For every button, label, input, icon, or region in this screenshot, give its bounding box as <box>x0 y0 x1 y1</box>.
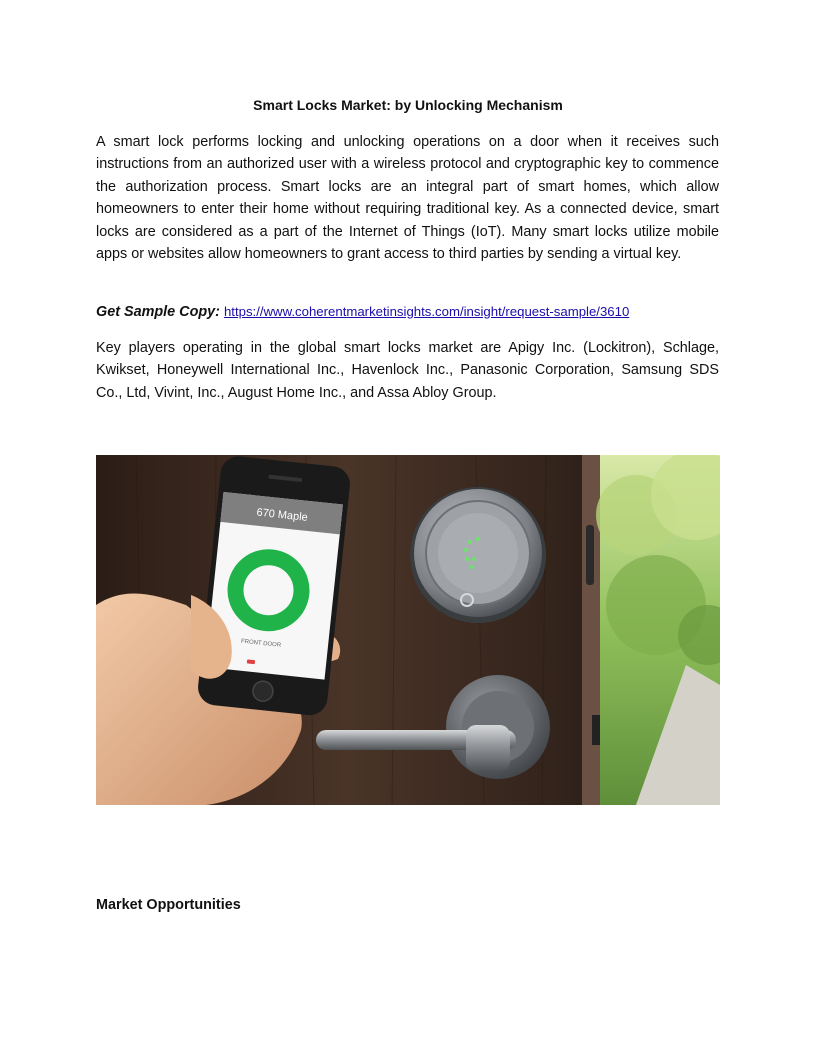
smart-lock-photo <box>96 455 720 805</box>
sample-copy-line <box>96 302 719 322</box>
sample-copy-link[interactable]: https://www.coherentmarketinsights.com/insight/request-sample/3610 <box>223 304 630 319</box>
phone-door-label: FRONT DOOR <box>240 638 282 649</box>
market-opportunities-heading: Market Opportunities <box>96 897 241 913</box>
sample-copy-label: Get Sample Copy: <box>96 304 220 320</box>
smartphone <box>196 455 351 717</box>
phone-address: 670 Maple <box>255 506 309 524</box>
key-players-paragraph: Key players operating in the global smart locks market are Apigy Inc. (Lockitron), Schlage, Kwikset, Honeywell International Inc., Havenlock Inc., Panasonic Corporation, Samsung SDS Co., Ltd, Vivint, Inc., August Home Inc., and Assa Abloy Group. <box>96 340 719 401</box>
smart-lock-device <box>410 487 546 623</box>
intro-paragraph: A smart lock performs locking and unlocking operations on a door when it receives such instructions from an authorized user with a wireless protocol and cryptographic key to commence the authorization process. Smart locks are an integral part of smart homes, which allow homeowners to enter their home without requiring traditional key. As a connected device, smart locks are considered as a part of the Internet of Things (IoT). Many smart locks utilize mobile apps or websites allow homeowners to grant access to third parties by sending a virtual key. <box>96 134 719 263</box>
page-title: Smart Locks Market: by Unlocking Mechanism <box>253 97 563 113</box>
